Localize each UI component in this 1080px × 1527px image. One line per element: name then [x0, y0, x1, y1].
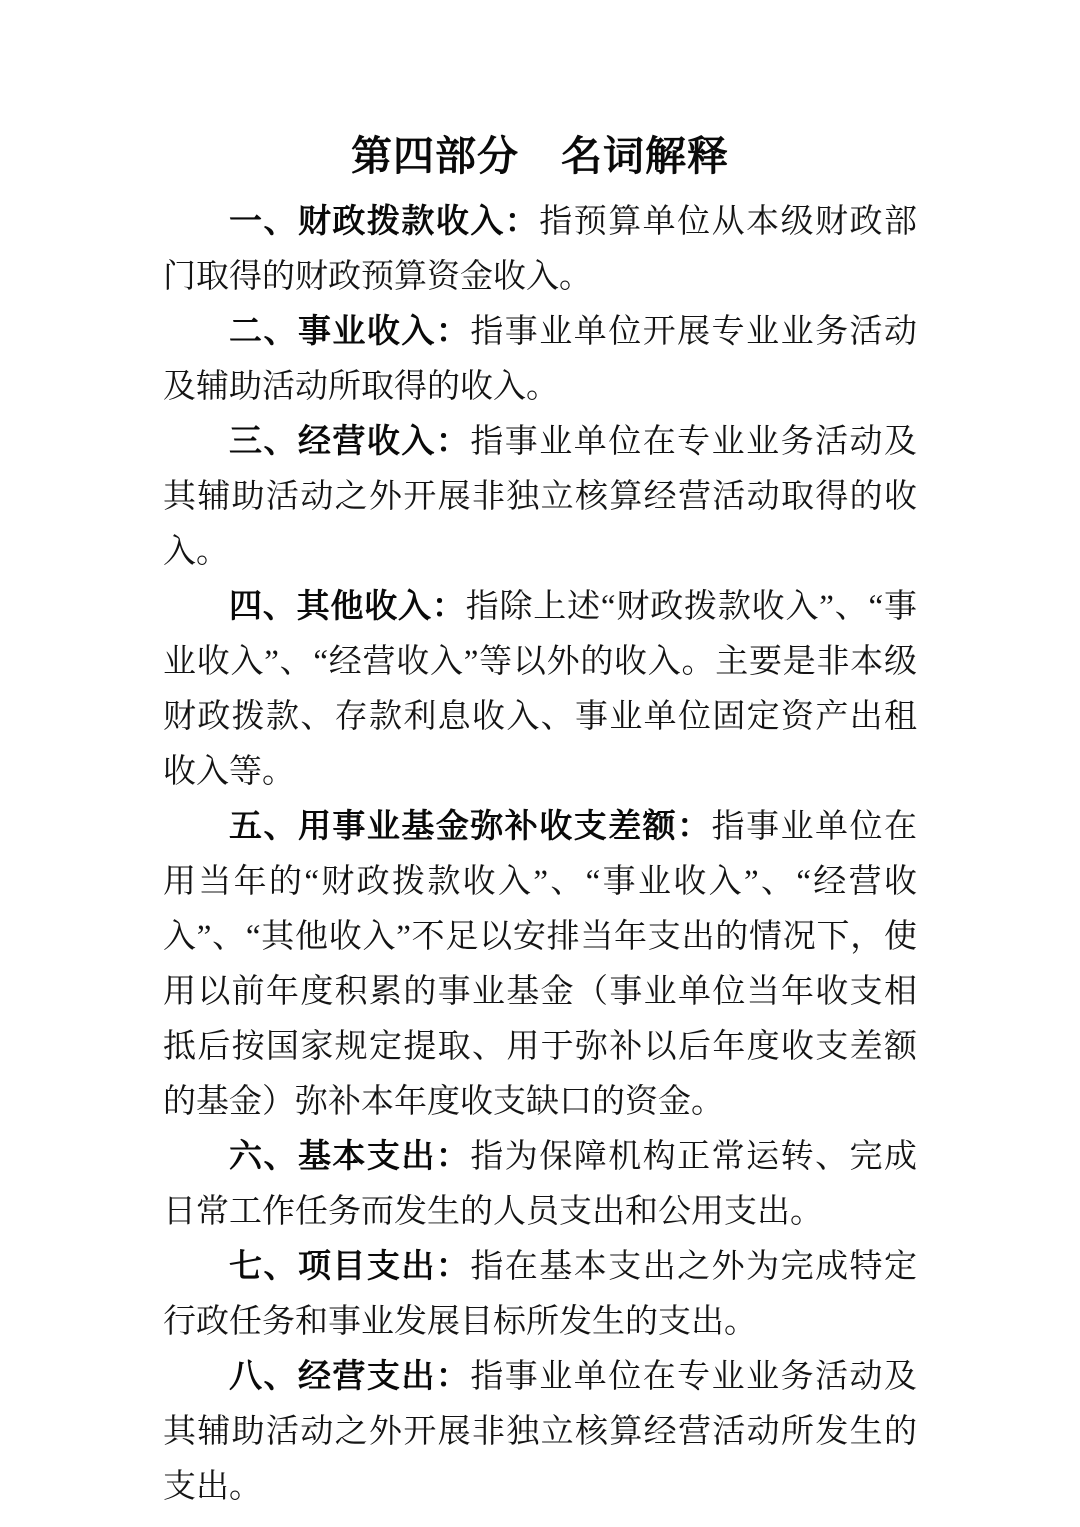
term-definition: 指事业单位开展专业业务活动及辅助活动所取得的收入。 [163, 314, 918, 405]
definition-paragraph-8 [163, 1350, 917, 1515]
document-body [163, 195, 917, 1515]
term-label: 七、项目支出： [229, 1249, 471, 1285]
definition-paragraph-5 [163, 800, 917, 1130]
term-definition: 指除上述“财政拨款收入”、“事业收入”、“经营收入”等以外的收入。主要是非本级财政拨款、存款利息收入、事业单位固定资产出租收入等。 [163, 589, 917, 790]
definition-paragraph-1 [163, 195, 917, 305]
term-definition: 指事业单位在专业业务活动及其辅助活动之外开展非独立核算经营活动取得的收入。 [163, 424, 918, 570]
definition-paragraph-3 [163, 415, 917, 580]
definition-paragraph-7 [163, 1240, 917, 1350]
term-label: 三、经营收入： [229, 424, 471, 460]
term-label: 二、事业收入： [229, 314, 471, 350]
term-label: 六、基本支出： [229, 1139, 471, 1175]
term-label: 一、财政拨款收入： [229, 204, 540, 240]
term-definition: 指为保障机构正常运转、完成日常工作任务而发生的人员支出和公用支出。 [163, 1139, 918, 1230]
definition-paragraph-4 [163, 580, 917, 800]
term-definition: 指在基本支出之外为完成特定行政任务和事业发展目标所发生的支出。 [163, 1249, 918, 1340]
definition-paragraph-2 [163, 305, 917, 415]
term-definition: 指事业单位在用当年的“财政拨款收入”、“事业收入”、“经营收入”、“其他收入”不足以安排当年支出的情况下，使用以前年度积累的事业基金（事业单位当年收支相抵后按国家规定提取、用于弥补以后年度收支差额的基金）弥补本年度收支缺口的资金。 [163, 809, 918, 1120]
term-definition: 指预算单位从本级财政部门取得的财政预算资金收入。 [163, 204, 918, 295]
term-label: 八、经营支出： [229, 1359, 471, 1395]
page-title: 第四部分 名词解释 [351, 133, 729, 179]
term-definition: 指事业单位在专业业务活动及其辅助活动之外开展非独立核算经营活动所发生的支出。 [163, 1359, 918, 1505]
term-label: 四、其他收入： [229, 589, 466, 625]
definition-paragraph-6 [163, 1130, 917, 1240]
term-label: 五、用事业基金弥补收支差额： [229, 809, 712, 845]
